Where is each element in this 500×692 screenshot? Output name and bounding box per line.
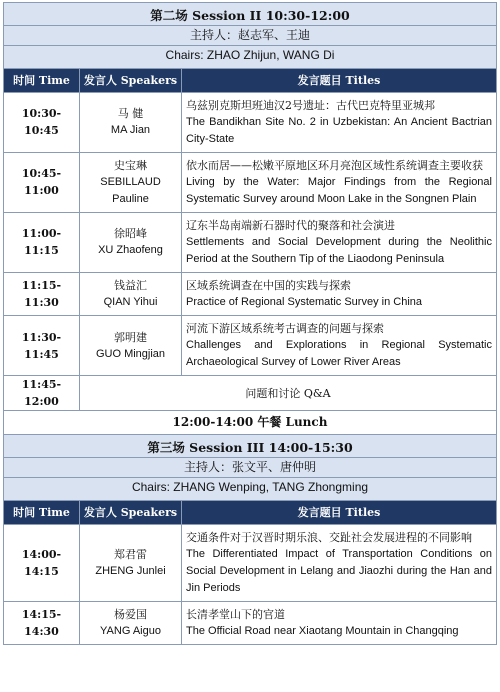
session-chairs: Chairs: ZHAO Zhijun, WANG Di — [4, 45, 497, 68]
talk-time: 11:00-11:15 — [4, 212, 80, 272]
title-en: The Bandikhan Site No. 2 in Uzbekistan: An Ancient Bactrian City-State — [186, 115, 492, 145]
header-speaker: 发言人 Speakers — [80, 500, 182, 524]
session-title: 第三场 Session III 14:00-15:30 — [4, 434, 497, 457]
discussion-time: 11:45-12:00 — [4, 376, 80, 411]
speaker — [80, 92, 182, 152]
talk-title — [182, 273, 497, 316]
talk-title — [182, 152, 497, 212]
title-en: Challenges and Explorations in Regional Systematic Archaeological Survey of Lower River Areas — [186, 339, 492, 369]
speaker-en: ZHENG Junlei — [95, 564, 166, 577]
column-headers — [4, 500, 497, 524]
title-en: The Official Road near Xiaotang Mountain in Changqing — [186, 624, 459, 637]
lunch-row — [4, 411, 497, 435]
speaker-cn: 郑君雷 — [114, 547, 147, 561]
talk-time: 10:30-10:45 — [4, 92, 80, 152]
title-cn: 河流下游区域系统考古调查的问题与探索 — [186, 322, 384, 336]
title-en: Practice of Regional Systematic Survey in China — [186, 296, 422, 309]
talk-title — [182, 601, 497, 644]
speaker — [80, 524, 182, 601]
session-chairs: Chairs: ZHANG Wenping, TANG Zhongming — [4, 477, 497, 500]
talk-title — [182, 316, 497, 376]
session-title: 第二场 Session II 10:30-12:00 — [4, 3, 497, 26]
lunch-label: 12:00-14:00 午餐 Lunch — [4, 411, 497, 435]
speaker-cn: 杨爱国 — [114, 607, 147, 621]
speaker-en: MA Jian — [110, 124, 151, 137]
talk-time: 10:45-11:00 — [4, 152, 80, 212]
speaker-cn: 徐昭峰 — [114, 227, 147, 241]
session-header — [4, 434, 497, 457]
title-cn: 交通条件对于汉晋时期乐浪、交趾社会发展进程的不同影响 — [186, 530, 472, 544]
talk-time: 14:00-14:15 — [4, 524, 80, 601]
schedule-table — [3, 2, 497, 645]
title-cn: 区域系统调查在中国的实践与探索 — [186, 279, 351, 293]
speaker — [80, 212, 182, 272]
talk-time: 11:15-11:30 — [4, 273, 80, 316]
talk-time: 11:30-11:45 — [4, 316, 80, 376]
session-hosts: 主持人：赵志军、王迪 — [4, 26, 497, 46]
talk-title — [182, 524, 497, 601]
header-title: 发言题目 Titles — [182, 68, 497, 92]
session-hosts: 主持人：张文平、唐仲明 — [4, 458, 497, 478]
table-row — [4, 212, 497, 272]
column-headers — [4, 68, 497, 92]
session-header — [4, 3, 497, 26]
speaker — [80, 152, 182, 212]
header-time: 时间 Time — [4, 500, 80, 524]
speaker-en: XU Zhaofeng — [98, 244, 163, 257]
speaker — [80, 601, 182, 644]
title-en: Living by the Water: Major Findings from the Regional Systematic Survey around Moon Lake in the Songnen Plain — [186, 175, 492, 205]
header-speaker: 发言人 Speakers — [80, 68, 182, 92]
header-title: 发言题目 Titles — [182, 500, 497, 524]
discussion-row — [4, 376, 497, 411]
speaker-en: GUO Mingjian — [95, 347, 166, 360]
talk-title — [182, 92, 497, 152]
talk-time: 14:15-14:30 — [4, 601, 80, 644]
title-cn: 乌兹别克斯坦班迪汉2号遗址：古代巴克特里亚城邦 — [186, 98, 435, 112]
table-row — [4, 152, 497, 212]
table-row — [4, 92, 497, 152]
table-row — [4, 273, 497, 316]
talk-title — [182, 212, 497, 272]
title-cn: 长清孝堂山下的官道 — [186, 607, 285, 621]
header-time: 时间 Time — [4, 68, 80, 92]
table-row — [4, 524, 497, 601]
table-row — [4, 601, 497, 644]
title-cn: 依水而居——松嫩平原地区环月亮泡区域性系统调查主要收获 — [186, 158, 483, 172]
speaker-cn: 马 健 — [117, 107, 144, 121]
title-cn: 辽东半岛南端新石器时代的聚落和社会演进 — [186, 218, 395, 232]
title-en: Settlements and Social Development during the Neolithic Period at the Southern Tip of the Liaodong Peninsula — [186, 235, 492, 265]
discussion-label: 问题和讨论 Q&A — [80, 376, 497, 411]
speaker — [80, 316, 182, 376]
speaker-cn: 史宝琳 — [114, 158, 147, 172]
title-en: The Differentiated Impact of Transportation Conditions on Social Development in Lelang and Jiaozhi during the Han and Jin Periods — [186, 547, 492, 594]
speaker-cn: 郭明建 — [114, 330, 147, 344]
speaker-en: QIAN Yihui — [103, 296, 158, 309]
table-row — [4, 316, 497, 376]
speaker-cn: 钱益汇 — [114, 279, 147, 293]
speaker — [80, 273, 182, 316]
speaker-en: YANG Aiguo — [100, 624, 161, 637]
speaker-en: SEBILLAUD Pauline — [100, 175, 161, 205]
